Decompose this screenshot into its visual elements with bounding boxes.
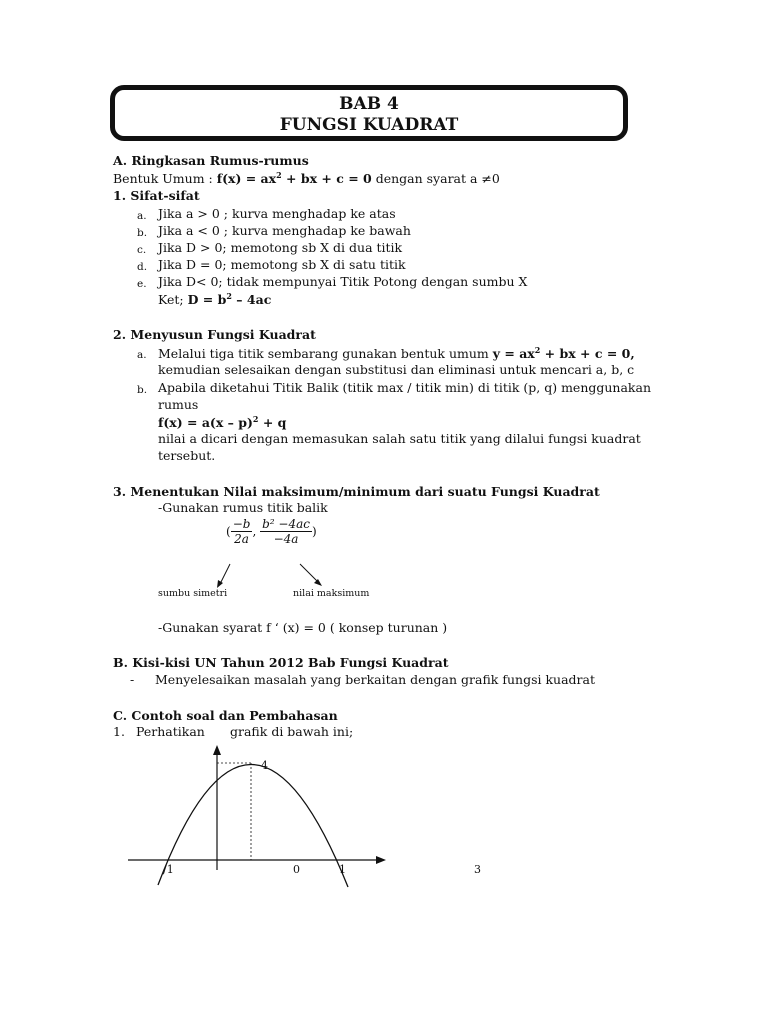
fraction-y: $\frac{\text{b² −4ac}}{-4a}$ <box>262 517 310 546</box>
arrow-nilai <box>300 564 318 582</box>
sifat-text-e: Jika D< 0; tidak mempunyai Titik Potong dengan sumbu X <box>158 274 528 289</box>
menyusun-heading: 2. Menyusun Fungsi Kuadrat <box>113 327 316 342</box>
label-nilai-maksimum: nilai maksimum <box>293 588 370 599</box>
arrow-sumbu-head <box>217 580 223 588</box>
section-c-heading: C. Contoh soal dan Pembahasan <box>113 708 338 723</box>
chapter-title: FUNGSI KUADRAT <box>279 115 459 135</box>
nilai-text-2: -Gunakan syarat f ‘ (x) = 0 ( konsep turunan ) <box>158 620 448 635</box>
section-b-heading: B. Kisi-kisi UN Tahun 2012 Bab Fungsi Kuadrat <box>113 655 449 670</box>
section-a-heading: A. Ringkasan Rumus-rumus <box>113 153 309 168</box>
section-b-item: Menyelesaikan masalah yang berkaitan dengan grafik fungsi kuadrat <box>155 672 595 687</box>
chapter-title-box <box>110 85 628 141</box>
vertex-formula: ( $\frac{-b}{2a}$ , $\frac{\text{b² −4ac}}{-4a}$ ) <box>226 517 317 546</box>
sifat-heading: 1. Sifat-sifat <box>113 188 200 203</box>
graph-label-neg1: /1 <box>163 863 174 876</box>
y-axis-arrow <box>213 745 221 755</box>
nilai-text-1: -Gunakan rumus titik balik <box>158 500 328 515</box>
nilai-heading: 3. Menentukan Nilai maksimum/minimum dari suatu Fungsi Kuadrat <box>113 484 600 499</box>
graph-label-1: 1 <box>339 863 346 876</box>
menyusun-text-a: Melalui tiga titik sembarang gunakan bentuk umum $y = ax^2$ + bx + c = 0, <box>158 345 635 362</box>
menyusun-text-a-2: kemudian selesaikan dengan substitusi dan eliminasi untuk mencari a, b, c <box>158 362 635 377</box>
page-number: 3 <box>474 863 481 876</box>
section-b-marker: - <box>130 672 135 687</box>
graph-label-4: 4 <box>261 759 268 772</box>
question-1-text-b: grafik di bawah ini; <box>230 724 354 739</box>
x-axis-arrow <box>376 856 386 864</box>
question-1-text-a: Perhatikan <box>136 724 205 739</box>
sifat-text-d: Jika D = 0; memotong sb X di satu titik <box>158 257 406 272</box>
sifat-item-e: e. <box>137 278 147 290</box>
standard-form-formula: $y = ax^2$ + bx + c = 0, <box>492 345 635 362</box>
menyusun-text-b-1: Apabila diketahui Titik Balik (titik max / titik min) di titik (p, q) menggunakan <box>158 380 652 395</box>
sifat-text-b: Jika a < 0 ; kurva menghadap ke bawah <box>158 223 411 238</box>
label-sumbu-simetri: sumbu simetri <box>158 588 228 599</box>
discriminant-note: Ket; $D = b^2 - 4ac$ <box>158 291 272 308</box>
chapter-number: BAB 4 <box>339 94 399 114</box>
sifat-text-a: Jika a > 0 ; kurva menghadap ke atas <box>158 206 396 221</box>
sifat-item-a: a. <box>137 210 147 222</box>
sifat-item-b: b. <box>137 227 148 239</box>
menyusun-text-b-5: tersebut. <box>158 448 216 463</box>
general-formula: $f(x) = ax^2$ + bx + c = 0 <box>216 170 372 187</box>
arrow-nilai-head <box>314 579 322 586</box>
menyusun-marker-a: a. <box>137 349 147 361</box>
question-1-marker: 1. <box>113 724 125 739</box>
sifat-item-c: c. <box>137 244 147 256</box>
menyusun-text-b-4: nilai a dicari dengan memasukan salah satu titik yang dilalui fungsi kuadrat <box>158 431 641 446</box>
sifat-item-d: d. <box>137 261 148 273</box>
graph-label-0: 0 <box>293 863 300 876</box>
sifat-text-c: Jika D > 0; memotong sb X di dua titik <box>158 240 403 255</box>
parabola-curve <box>158 764 348 887</box>
general-form: Bentuk Umum : $f(x) = ax^2$ + bx + c = 0 dengan syarat a ≠0 <box>113 170 500 187</box>
fraction-x: $\frac{-b}{2a}$ <box>232 517 251 546</box>
menyusun-marker-b: b. <box>137 384 148 396</box>
discriminant-formula: $D = b^2 - 4ac$ <box>187 291 272 308</box>
parabola-graph <box>120 735 400 895</box>
menyusun-text-b-2: rumus <box>158 397 199 412</box>
vertex-form-formula: f(x) = a(x – p)$^2$ + q <box>158 414 287 431</box>
arrow-sumbu <box>220 564 230 584</box>
